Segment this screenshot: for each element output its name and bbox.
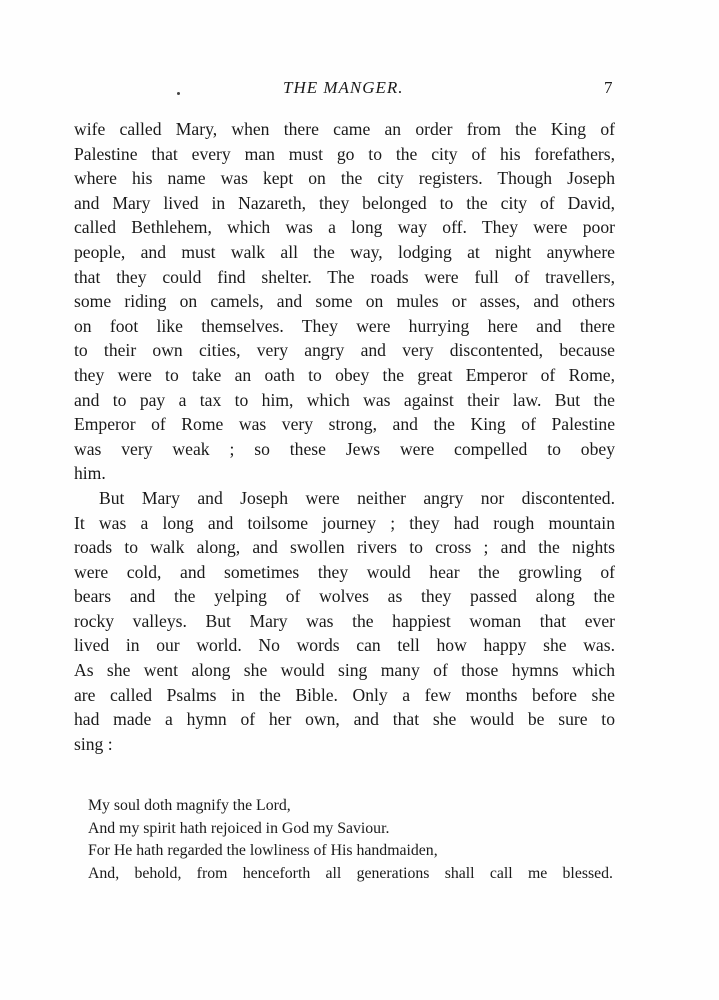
- text-line: sing :: [74, 733, 113, 754]
- text-line: Palestine that every man must go to the city of his forefathers,: [74, 143, 615, 164]
- ink-speck: [177, 92, 180, 95]
- text-line: As she went along she would sing many of those hymns which: [74, 660, 615, 681]
- hymn-line: And my spirit hath rejoiced in God my Saviour.: [88, 819, 390, 837]
- text-line: are called Psalms in the Bible. Only a few months before she: [74, 684, 615, 705]
- text-line: was very weak ; so these Jews were compelled to obey: [74, 438, 615, 459]
- text-line: But Mary and Joseph were neither angry nor discontented.: [99, 487, 615, 508]
- body-text: [74, 117, 615, 756]
- text-line: It was a long and toilsome journey ; they had rough mountain: [74, 512, 615, 533]
- text-line: where his name was kept on the city registers. Though Joseph: [74, 168, 615, 189]
- text-line: some riding on camels, and some on mules or asses, and others: [74, 291, 615, 312]
- text-line: people, and must walk all the way, lodging at night anywhere: [74, 241, 615, 262]
- text-line: lived in our world. No words can tell how happy she was.: [74, 635, 615, 656]
- text-line: and to pay a tax to him, which was against their law. But the: [74, 389, 615, 410]
- text-line: bears and the yelping of wolves as they passed along the: [74, 586, 615, 607]
- page-number: 7: [604, 78, 613, 97]
- text-line: rocky valleys. But Mary was the happiest woman that ever: [74, 610, 615, 631]
- text-line: him.: [74, 463, 106, 484]
- paragraph-2: [74, 486, 615, 757]
- text-line: and Mary lived in Nazareth, they belonged to the city of David,: [74, 192, 615, 213]
- running-header: [0, 78, 719, 102]
- text-line: were cold, and sometimes they would hear the growling of: [74, 561, 615, 582]
- text-line: had made a hymn of her own, and that she would be sure to: [74, 709, 615, 730]
- text-line: on foot like themselves. They were hurrying here and there: [74, 315, 615, 336]
- text-line: that they could find shelter. The roads were full of travellers,: [74, 266, 615, 287]
- paragraph-1: [74, 117, 615, 486]
- text-line: Emperor of Rome was very strong, and the King of Palestine: [74, 414, 615, 435]
- quoted-hymn: [88, 795, 613, 885]
- hymn-line: And, behold, from henceforth all generations shall call me blessed.: [88, 864, 613, 882]
- text-line: wife called Mary, when there came an order from the King of: [74, 119, 615, 139]
- text-line: to their own cities, very angry and very discontented, because: [74, 340, 615, 361]
- text-line: they were to take an oath to obey the great Emperor of Rome,: [74, 364, 615, 385]
- chapter-title: THE MANGER.: [283, 78, 404, 97]
- text-line: called Bethlehem, which was a long way off. They were poor: [74, 217, 615, 238]
- hymn-line: My soul doth magnify the Lord,: [88, 797, 291, 814]
- text-line: roads to walk along, and swollen rivers to cross ; and the nights: [74, 537, 615, 558]
- hymn-line: For He hath regarded the lowliness of His handmaiden,: [88, 842, 438, 860]
